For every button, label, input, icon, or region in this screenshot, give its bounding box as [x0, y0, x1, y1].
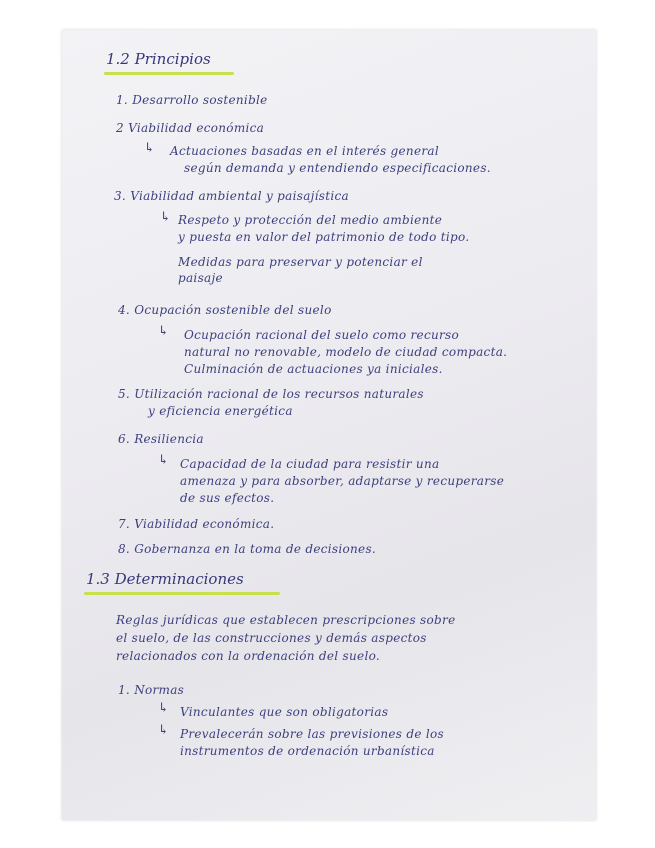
list-item: 6. Resiliencia	[118, 432, 204, 446]
sub-item: y puesta en valor del patrimonio de todo tipo.	[178, 230, 470, 244]
notebook-page	[62, 30, 596, 820]
list-item: 4. Ocupación sostenible del suelo	[118, 303, 332, 317]
list-item: 1. Desarrollo sostenible	[116, 93, 268, 107]
arrow-icon: ↳	[158, 723, 169, 738]
sub-item: Medidas para preservar y potenciar el	[178, 255, 423, 269]
paragraph-line: el suelo, de las construcciones y demás aspectos	[116, 631, 427, 645]
sub-item: Culminación de actuaciones ya iniciales.	[184, 362, 443, 376]
section-heading: 1.2 Principios	[106, 50, 211, 68]
sub-item: Actuaciones basadas en el interés general	[170, 144, 439, 158]
heading-highlight	[84, 592, 280, 595]
arrow-icon: ↳	[144, 141, 155, 156]
arrow-icon: ↳	[158, 324, 169, 339]
section-heading: 1.3 Determinaciones	[86, 570, 244, 588]
sub-item: Capacidad de la ciudad para resistir una	[180, 457, 440, 471]
paragraph-line: Reglas jurídicas que establecen prescripciones sobre	[116, 613, 456, 627]
sub-item: según demanda y entendiendo especificaciones.	[184, 161, 491, 175]
sub-item: de sus efectos.	[180, 491, 275, 505]
sub-item: amenaza y para absorber, adaptarse y recuperarse	[180, 474, 505, 488]
sub-item: Respeto y protección del medio ambiente	[178, 213, 443, 227]
sub-item: paisaje	[178, 271, 223, 285]
sub-item: Vinculantes que son obligatorias	[180, 705, 389, 719]
sub-item: Ocupación racional del suelo como recurso	[184, 328, 460, 342]
list-item: 7. Viabilidad económica.	[118, 517, 275, 531]
sub-item: natural no renovable, modelo de ciudad compacta.	[184, 345, 508, 359]
sub-item: instrumentos de ordenación urbanística	[180, 744, 435, 758]
arrow-icon: ↳	[158, 701, 169, 716]
sub-item: Prevalecerán sobre las previsiones de los	[180, 727, 445, 741]
list-item: 5. Utilización racional de los recursos naturales	[118, 387, 424, 401]
arrow-icon: ↳	[158, 453, 169, 468]
paragraph-line: relacionados con la ordenación del suelo.	[116, 649, 381, 663]
list-item-continuation: y eficiencia energética	[148, 404, 293, 418]
list-item: 2 Viabilidad económica	[116, 121, 265, 135]
list-item: 3. Viabilidad ambiental y paisajística	[114, 189, 350, 203]
list-item: 8. Gobernanza en la toma de decisiones.	[118, 542, 377, 556]
heading-highlight	[104, 72, 234, 75]
arrow-icon: ↳	[160, 210, 171, 225]
list-item: 1. Normas	[118, 683, 185, 697]
